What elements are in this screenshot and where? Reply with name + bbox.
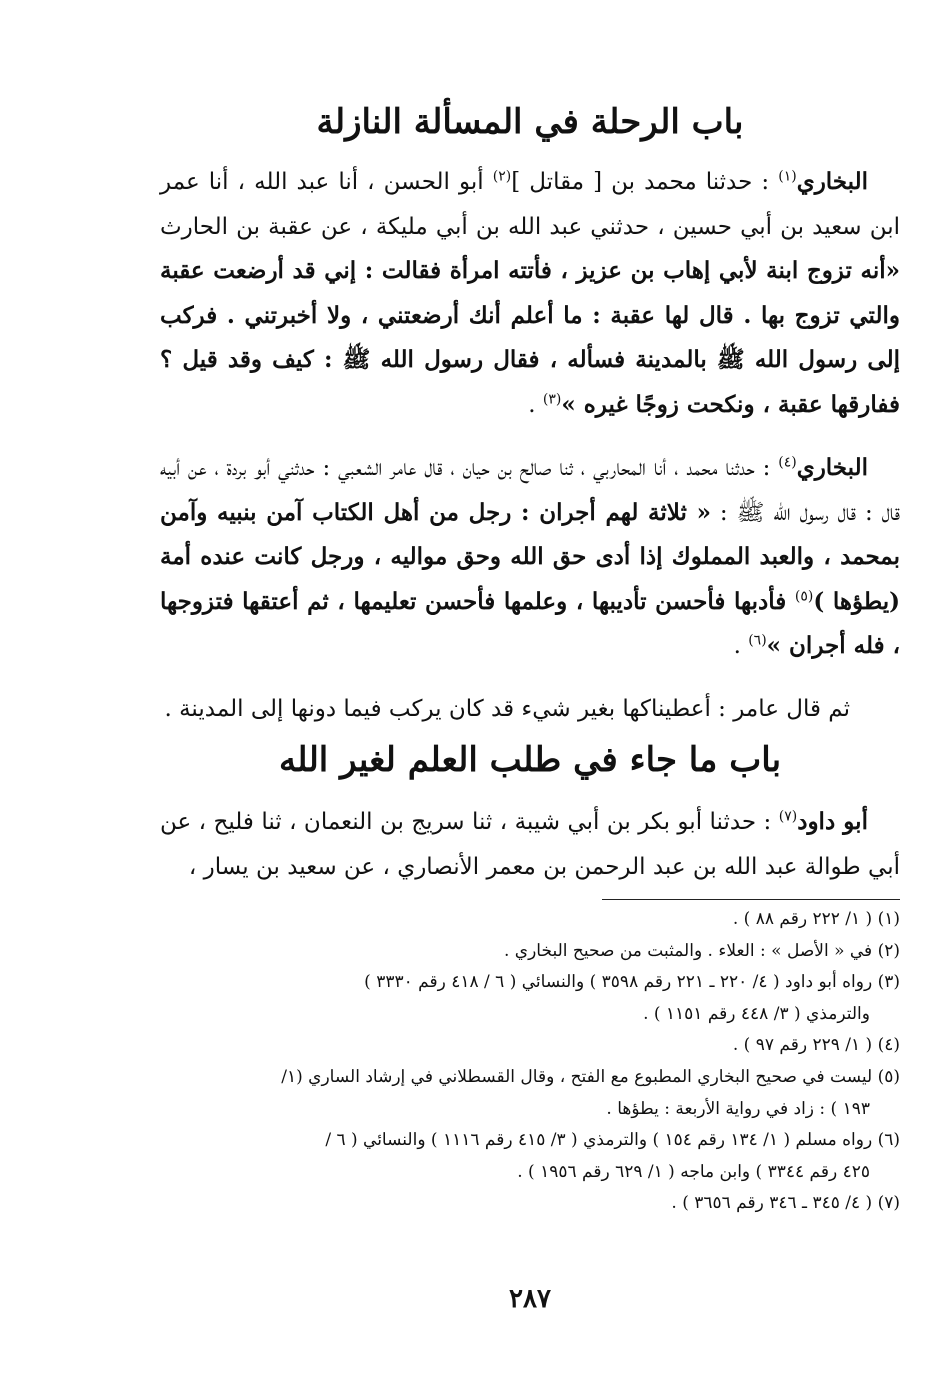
end-mark: . bbox=[733, 633, 749, 659]
footnote-5-continued: ١٩٣ ) : زاد في رواية الأربعة : يطؤها . bbox=[606, 1098, 870, 1119]
chapter-title-travel: باب الرحلة في المسألة النازلة bbox=[316, 102, 744, 142]
amir-comment: ثم قال عامر : أعطيناكها بغير شيء قد كان يركب فيما دونها إلى المدينة . bbox=[164, 696, 850, 722]
footnote-4: (٤) ( ١/ ٢٢٩ رقم ٩٧ ) . bbox=[732, 1035, 900, 1056]
footnote-6: (٦) رواه مسلم ( ١/ ١٣٤ رقم ١٥٤ ) والترمذي ( ٣/ ٤١٥ رقم ١١١٦ ) والنسائي ( ٦ / bbox=[325, 1130, 900, 1151]
footnote-3: (٣) رواه أبو داود ( ٤/ ٢٢٠ ـ ٢٢١ رقم ٣٥٩٨ ) والنسائي ( ٦ / ٤١٨ رقم ٣٣٣٠ ) bbox=[364, 972, 900, 993]
footnote-6-continued: ٤٢٥ رقم ٣٣٤٤ ) وابن ماجه ( ١/ ٦٢٩ رقم ١٩٥٦ ) . bbox=[517, 1161, 870, 1182]
isnad-text: : حدثنا محمد بن [ مقاتل ] bbox=[511, 169, 779, 195]
narrator-name: البخاري bbox=[796, 168, 868, 195]
page-number: ٢٨٧ bbox=[509, 1284, 551, 1314]
footnote-ref: (٣) bbox=[542, 390, 562, 407]
matn-text: « ثلاثة لهم أجران : رجل من أهل الكتاب آمن بنبيه وآمن بمحمد ، والعبد المملوك إذا أدى حق الله وحق مواليه ، ورجل كانت عنده أمة (يطؤها ) bbox=[160, 498, 900, 615]
footnote-ref: (٧) bbox=[778, 808, 798, 825]
footnote-7: (٧) ( ٤/ ٣٤٥ ـ ٣٤٦ رقم ٣٦٥٦ ) . bbox=[671, 1193, 900, 1214]
isnad-text: : حدثنا أبو بكر بن أبي شيبة ، ثنا سريج بن النعمان ، ثنا فليح ، عن أبي طوالة عبد الله بن عبد الرحمن بن معمر الأنصاري ، عن سعيد بن يسار ، bbox=[160, 809, 900, 880]
narrator-name: البخاري bbox=[796, 454, 868, 481]
matn-text: «أنه تزوج ابنة لأبي إهاب بن عزيز ، فأتته امرأة فقالت : إني قد أرضعت عقبة والتي تزوج بها . قال لها عقبة : ما أعلم أنك أرضعتني ، ولا أخبرتني . فركب إلى رسول الله ﷺ بالمدينة فسأله ، فقال رسول الله ﷺ : كيف وقد قيل ؟ ففارقها عقبة ، ونكحت زوجًا غيره » bbox=[160, 257, 900, 418]
footnote-ref: (٦) bbox=[748, 632, 767, 649]
footnote-ref: (٤) bbox=[778, 454, 797, 471]
footnote-3-continued: والترمذي ( ٣/ ٤٤٨ رقم ١١٥١ ) . bbox=[643, 1003, 870, 1024]
chapter-title-seeking-knowledge: باب ما جاء في طلب العلم لغير الله bbox=[278, 740, 782, 780]
hadith-bukhari-three-rewards bbox=[160, 446, 900, 669]
end-mark: . bbox=[528, 391, 543, 418]
isnad-text: : حدثنا محمد ، أنا المحاربي ، ثنا صالح بن حيان ، قال عامر الشعبي : حدثني أبو بردة ، عن أبيه قال : قال رسول الله ﷺ : bbox=[160, 455, 900, 526]
footnote-2: (٢) في « الأصل » : العلاء . والمثبت من صحيح البخاري . bbox=[503, 940, 900, 961]
footnotes-list bbox=[160, 904, 900, 1220]
book-page bbox=[160, 0, 900, 1373]
hadith-bukhari-uqba bbox=[160, 160, 900, 427]
footnote-ref: (٥) bbox=[794, 587, 814, 604]
footnote-divider bbox=[602, 899, 900, 900]
footnote-1: (١) ( ١/ ٢٢٢ رقم ٨٨ ) . bbox=[732, 909, 900, 929]
footnote-ref: (١) bbox=[778, 168, 797, 185]
footnote-5: (٥) ليست في صحيح البخاري المطبوع مع الفتح ، وقال القسطلاني في إرشاد الساري (١/ bbox=[281, 1066, 900, 1087]
matn-text: فأدبها فأحسن تأديبها ، وعلمها فأحسن تعليمها ، ثم أعتقها فتزوجها ، فله أجران » bbox=[160, 587, 900, 659]
isnad-text: أبو الحسن ، أنا عبد الله ، أنا عمر ابن سعيد بن أبي حسين ، حدثني عبد الله بن أبي مليكة ، عن عقبة بن الحارث bbox=[160, 169, 900, 240]
footnote-ref: (٢) bbox=[492, 168, 512, 185]
hadith-abu-dawud bbox=[160, 800, 900, 889]
narrator-name: أبو داود bbox=[797, 808, 868, 835]
